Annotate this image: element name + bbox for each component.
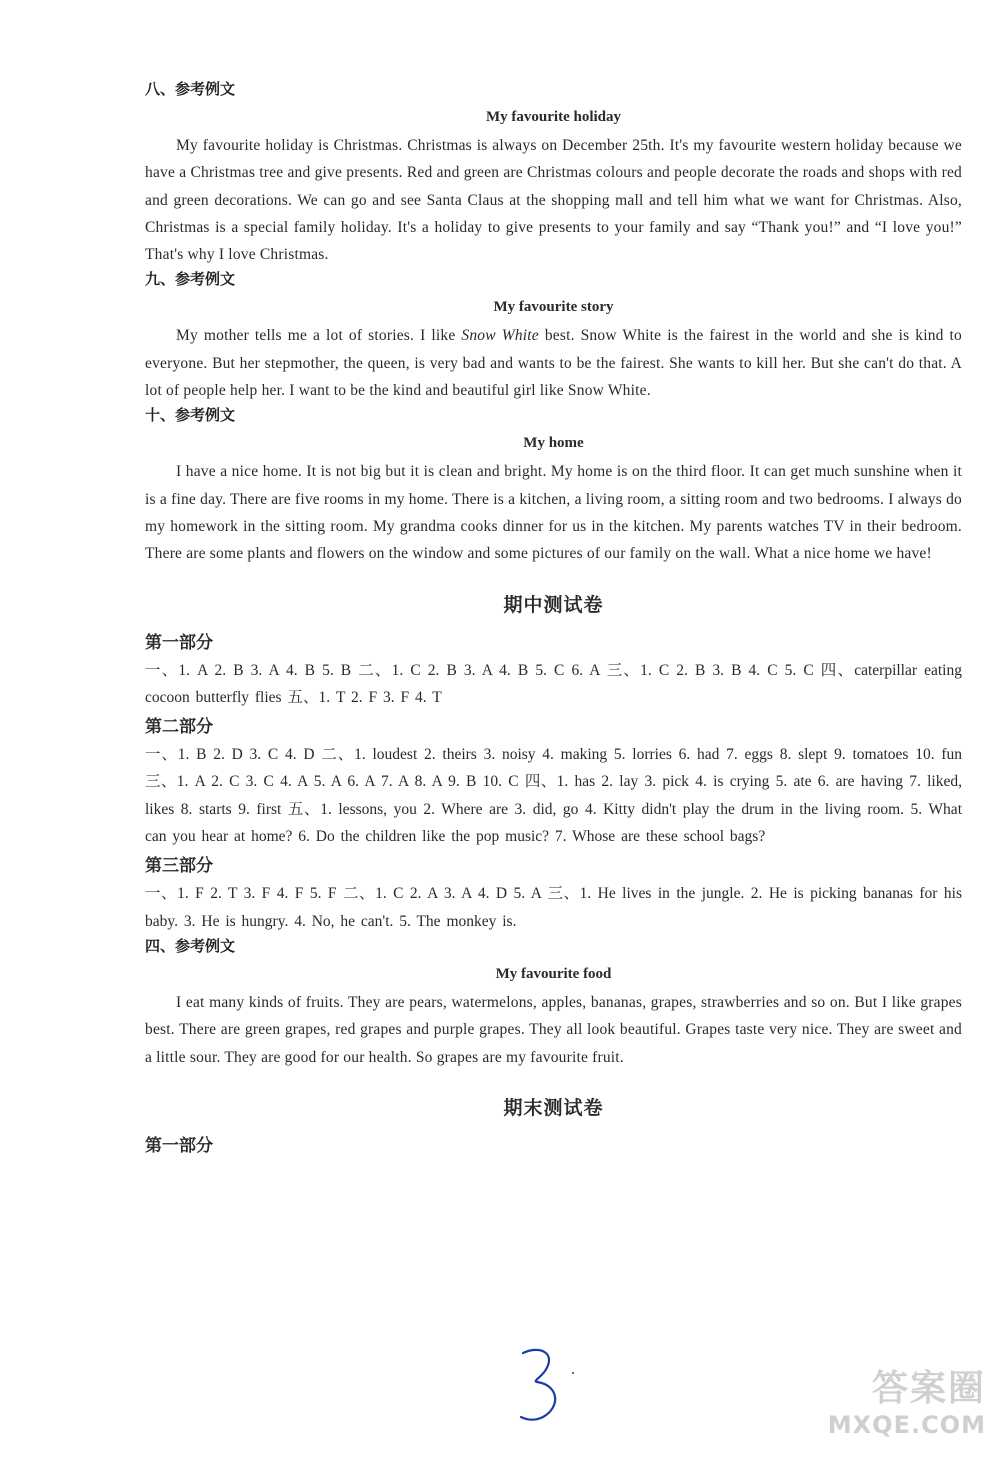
essay-text: I eat many kinds of fruits. They are pears, watermelons, apples, bananas, grapes, strawberries and so on. But I like grapes best. There are green grapes, red grapes and purple grapes. They all look beautiful. Grapes taste very nice. They are sweet and a little sour. They are good for our health. So grapes are my favourite fruit. <box>145 993 962 1066</box>
part-label: 第一部分 <box>145 632 213 653</box>
section-label: 九、参考例文 <box>145 270 236 289</box>
essay-text-part: My mother tells me a lot of stories. I like <box>176 327 462 345</box>
watermark-logo-text: 答案圈 <box>871 1368 986 1409</box>
section-label: 十、参考例文 <box>145 406 236 425</box>
part-label: 第二部分 <box>145 717 213 738</box>
answer-key: 一、1. B 2. D 3. C 4. D 二、1. loudest 2. theirs 3. noisy 4. making 5. lorries 6. had 7. eggs 8. slept 9. tomatoes 10. fun 三、1. A 2. C 3. C 4. A 5. A 6. A 7. A 8. A 9. B 10. C 四、1. has 2. lay 3. pick 4. is crying 5. ate 6. are having 7. liked, likes 8. starts 9. first 五、1. lessons, you 2. Where are 3. did, go 4. Kitty didn't play the drum in the living room. 5. What can you hear at home? 6. Do the children like the pop music? 7. Whose are these school bags? <box>145 746 962 846</box>
watermark-logo <box>786 1368 986 1452</box>
final-title: 期末测试卷 <box>503 1096 604 1119</box>
handwritten-page-number <box>515 1345 575 1425</box>
essay-title: My favourite holiday <box>486 109 621 125</box>
essay-text: My favourite holiday is Christmas. Christmas is always on December 25th. It's my favourite western holiday because we have a Christmas tree and give presents. Red and green are Christmas colours and people decorate the roads and shops with red and green decorations. We can go and see Santa Claus at the shopping mall and tell him what we want for Christmas. Also, Christmas is a special family holiday. It's a holiday to give presents to your family and say “Thank you!” and “I love you!” That's why I love Christmas. <box>145 137 962 264</box>
midterm-part-2 <box>145 715 962 850</box>
section-9 <box>145 268 962 404</box>
essay-text: I have a nice home. It is not big but it is clean and bright. My home is on the third floor. It can get much sunshine when it is a fine day. There are five rooms in my home. There is a kitchen, a living room, a sitting room and two bedrooms. I always do my homework in the sitting room. My grandma cooks dinner for us in the kitchen. My parents watches TV in their bedroom. There are some plants and flowers on the window and some pictures of our family on the wall. What a nice home we have! <box>145 463 962 563</box>
part-label: 第一部分 <box>145 1135 213 1156</box>
section-10 <box>145 404 962 567</box>
essay-text <box>145 322 962 404</box>
midterm-part-1 <box>145 631 962 712</box>
midterm-part-3 <box>145 854 962 935</box>
section-label: 四、参考例文 <box>145 936 236 955</box>
answer-key: 一、1. A 2. B 3. A 4. B 5. B 二、1. C 2. B 3. A 4. B 5. C 6. A 三、1. C 2. B 3. B 4. C 5. C 四、caterpillar eating cocoon butterfly flies 五、1. T 2. F 3. F 4. T <box>145 661 962 706</box>
answer-key: 一、1. F 2. T 3. F 4. F 5. F 二、1. C 2. A 3. A 4. D 5. A 三、1. He lives in the jungle. 2. He is picking bananas for his baby. 3. He is hungry. 4. No, he can't. 5. The monkey is. <box>145 885 962 930</box>
essay-title: My favourite food <box>495 965 612 982</box>
book-title: Snow White <box>461 327 539 345</box>
midterm-essay <box>145 935 962 1071</box>
part-label: 第三部分 <box>145 856 213 877</box>
section-8 <box>145 78 962 268</box>
essay-title: My favourite story <box>493 299 614 316</box>
final-part-1 <box>145 1134 962 1158</box>
section-label: 八、参考例文 <box>145 80 236 98</box>
midterm-title: 期中测试卷 <box>503 593 604 616</box>
essay-text-part: best. Snow White is the fairest in the world and she is kind to everyone. But her stepmother, the queen, is very bad and wants to be the fairest. She wants to kill her. But she can't do that. A lot of people help her. I want to be the kind and beautiful girl like Snow White. <box>145 327 963 400</box>
document-page <box>145 78 962 1160</box>
watermark-url: MXQE.COM <box>827 1411 986 1439</box>
essay-title: My home <box>523 435 584 452</box>
